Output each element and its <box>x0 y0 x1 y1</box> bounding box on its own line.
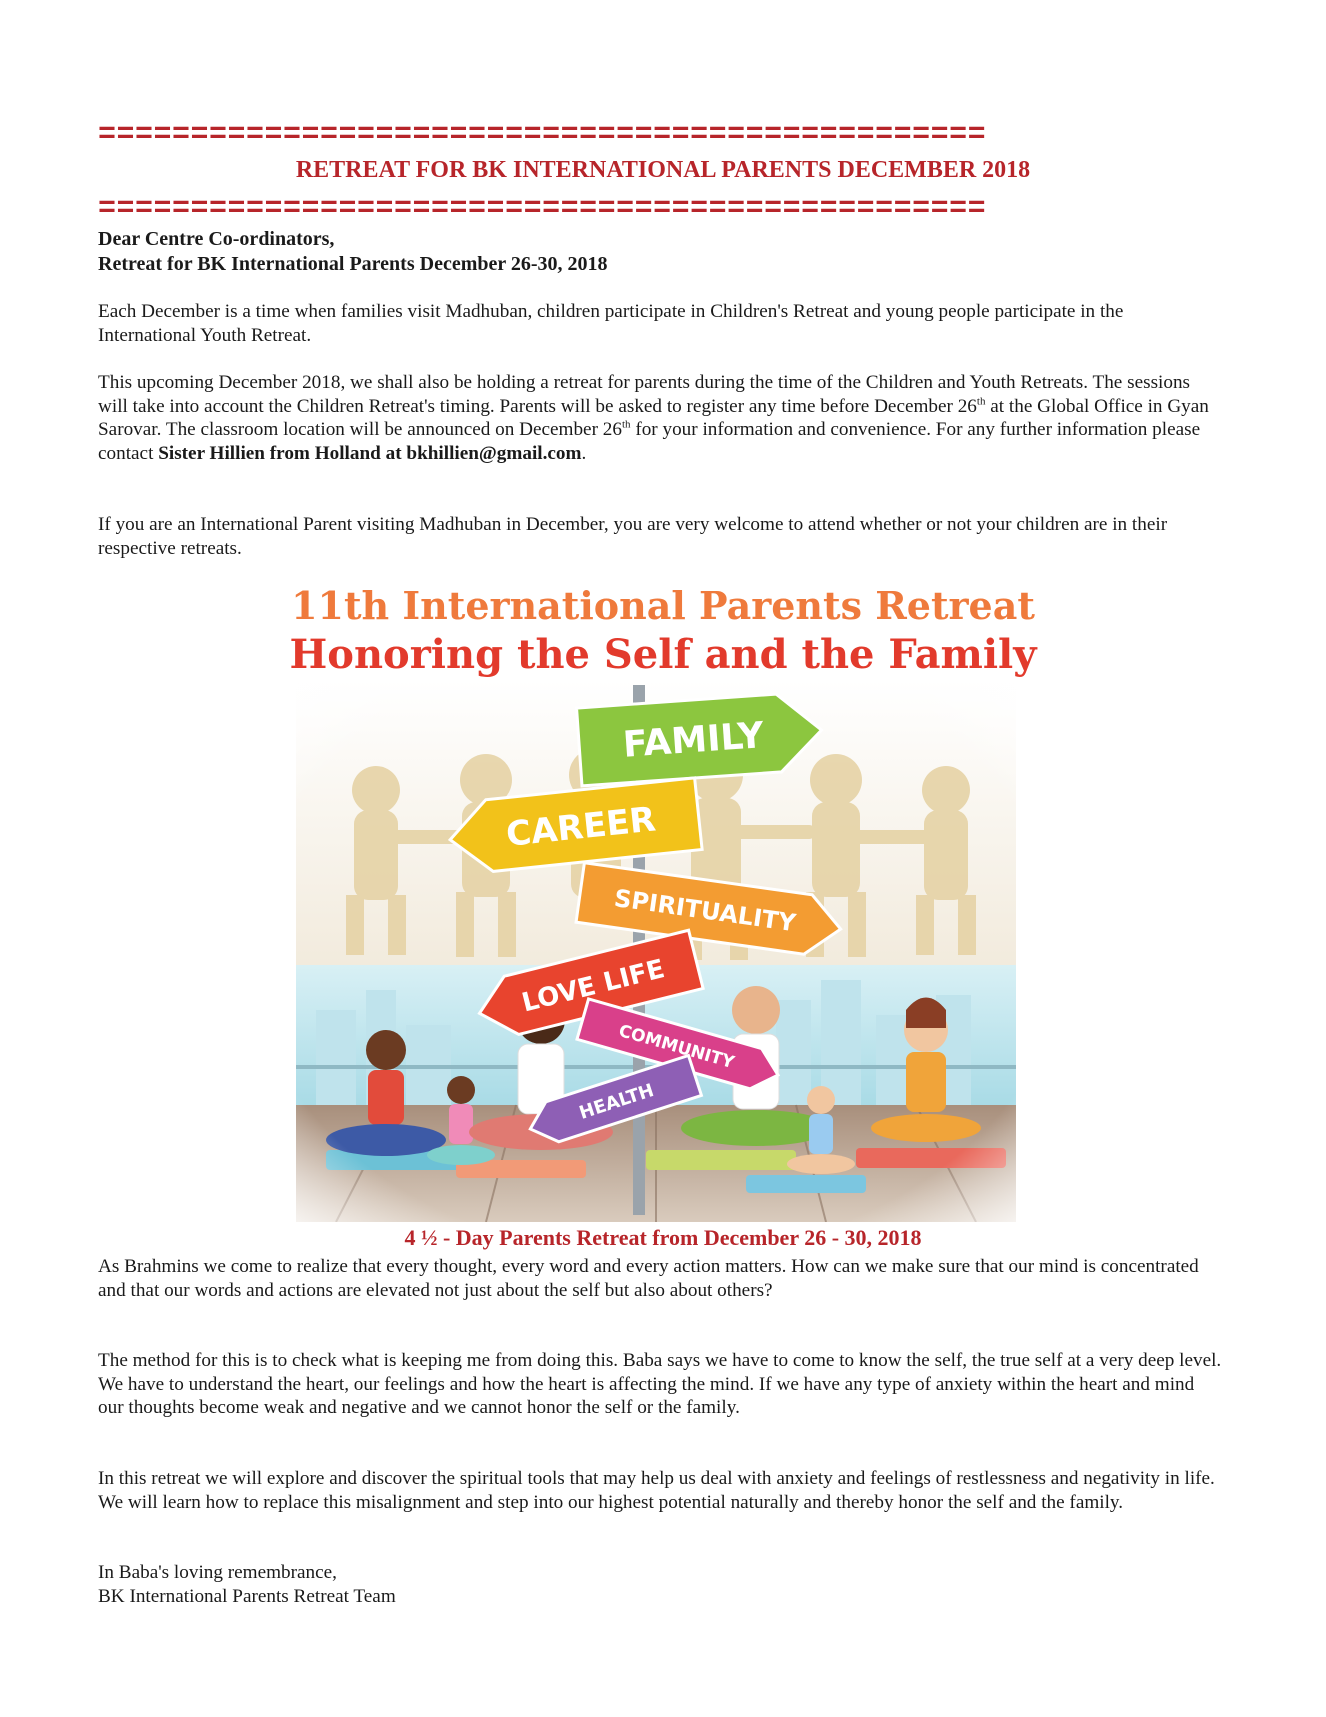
poster-title-line2: Honoring the Self and the Family <box>289 631 1037 678</box>
divider-rule-top: ================================================ <box>98 120 987 150</box>
intro-paragraph-3: If you are an International Parent visiting Madhuban in December, you are very welcome to attend whether or not your children are in their respective retreats. <box>98 514 1168 559</box>
p2-superscript-1: th <box>976 395 986 408</box>
retreat-dates-caption: 4 ½ - Day Parents Retreat from December 26 - 30, 2018 <box>404 1225 922 1250</box>
body-paragraph-3: In this retreat we will explore and discover the spiritual tools that may help us deal with anxiety and feelings of restlessness and negativity in life. We will learn how to replace this misalignment and step into our highest potential naturally and thereby honor the self and the family. <box>98 1468 1215 1513</box>
p2-text-a: This upcoming December 2018, we shall also be holding a retreat for parents during the time of the Children and Youth Retreats. The sessions will take into account the Children Retreat's timing. Parents will be asked to register any time before December 26 <box>98 372 1191 417</box>
greeting-block <box>98 227 608 277</box>
p2-end: . <box>581 442 587 464</box>
contact-info: Sister Hillien from Holland at bkhillien@gmail.com <box>158 442 582 464</box>
greeting-subject: Retreat for BK International Parents December 26-30, 2018 <box>98 253 608 275</box>
retreat-illustration <box>296 680 1016 1222</box>
closing-block <box>98 1561 1223 1608</box>
closing-remembrance: In Baba's loving remembrance, <box>98 1562 337 1583</box>
divider-rule-bottom: ================================================ <box>98 194 987 224</box>
closing-signature: BK International Parents Retreat Team <box>98 1585 396 1607</box>
p2-text-c: for your information and convenience. For any further information please contact <box>98 419 1201 464</box>
intro-paragraph-1: Each December is a time when families visit Madhuban, children participate in Children's Retreat and young people participate in the International Youth Retreat. <box>98 301 1124 346</box>
greeting-salutation: Dear Centre Co-ordinators, <box>98 228 335 250</box>
body-paragraph-1: As Brahmins we come to realize that every thought, every word and every action matters. How can we make sure that our mind is concentrated and that our words and actions are elevated not just about the self but also about others? <box>98 1256 1199 1301</box>
poster-title-line1: 11th International Parents Retreat <box>291 583 1035 628</box>
vignette <box>296 680 1016 1222</box>
p2-superscript-2: th <box>621 418 631 431</box>
page-title: RETREAT FOR BK INTERNATIONAL PARENTS DECEMBER 2018 <box>295 157 1031 183</box>
intro-paragraph-2 <box>98 371 1223 465</box>
body-paragraph-2: The method for this is to check what is keeping me from doing this. Baba says we have to come to know the self, the true self at a very deep level. We have to understand the heart, our feelings and how the heart is affecting the mind. If we have any type of anxiety within the heart and mind our thoughts become weak and negative and we cannot honor the self or the family. <box>98 1350 1222 1418</box>
p2-text-b: at the Global Office in Gyan Sarovar. The classroom location will be announced on December 26 <box>98 395 1209 440</box>
